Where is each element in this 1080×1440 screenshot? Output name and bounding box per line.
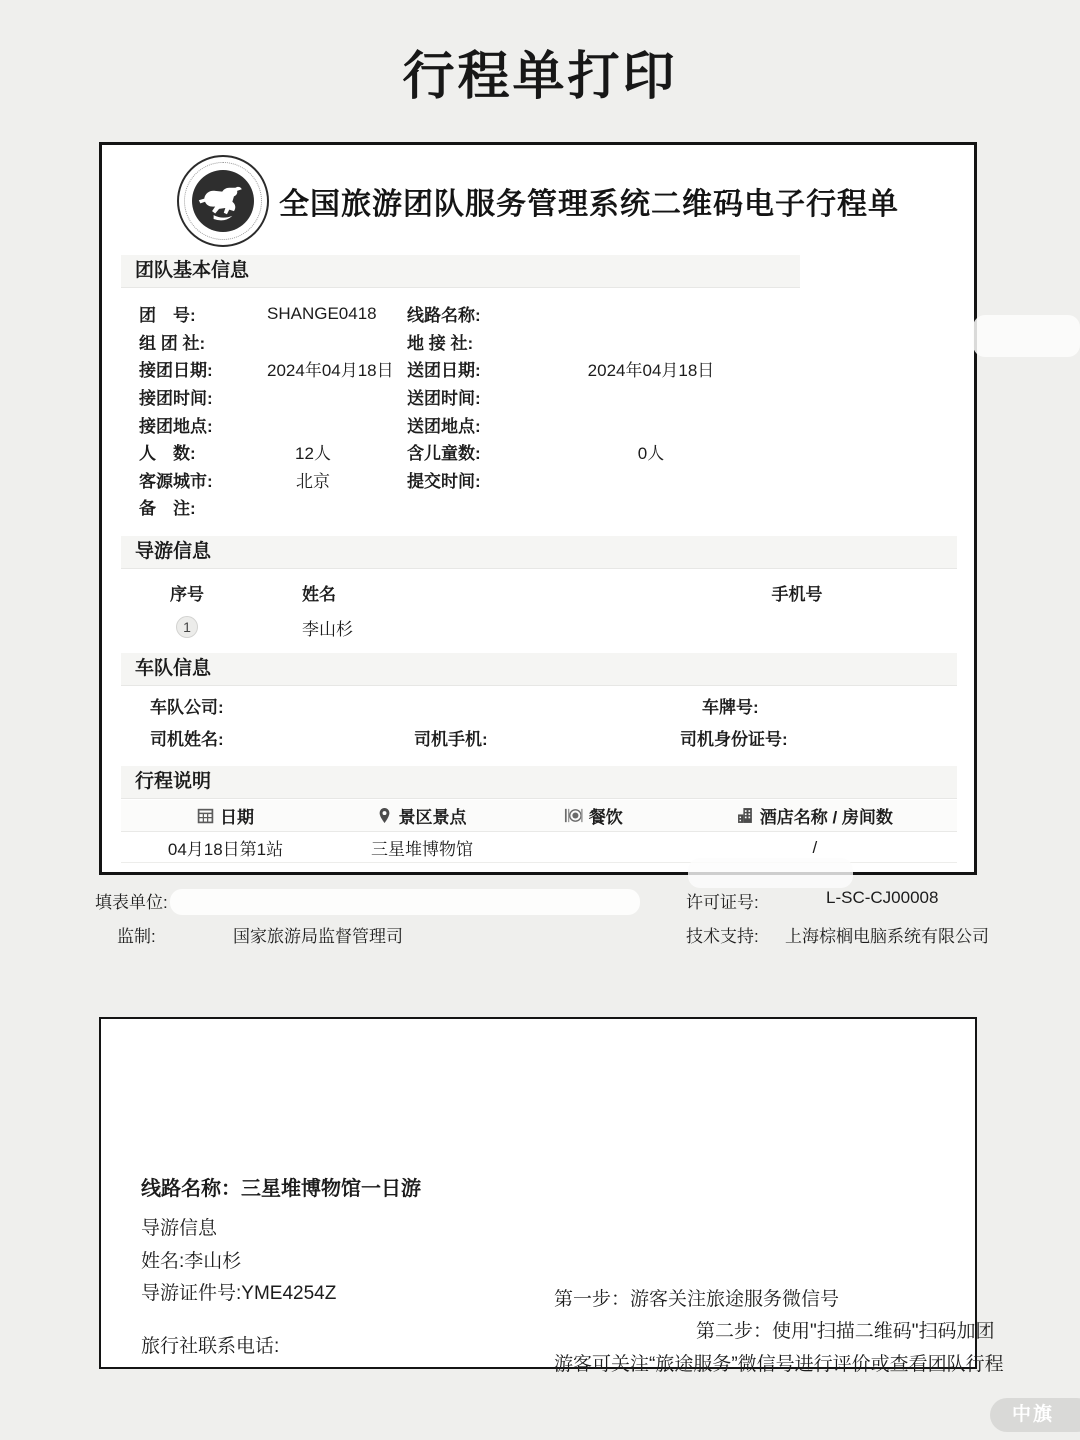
flying-horse-icon: [198, 176, 248, 226]
section-basic-info: 团队基本信息: [121, 255, 800, 288]
group-no-label: 团 号:: [139, 306, 196, 326]
local-agency-label: 地 接 社:: [407, 333, 474, 353]
form-header: [102, 153, 974, 249]
pickup-time-label: 接团时间:: [139, 389, 213, 409]
hotel-column-header: [673, 803, 957, 828]
hotel-column-label: 酒店名称 / 房间数: [759, 808, 893, 827]
driver-name-label: 司机姓名:: [150, 730, 224, 749]
ticket-agency-phone-label: 旅行社联系电话:: [141, 1336, 280, 1357]
field-row: [102, 355, 974, 383]
redaction-smudge: [688, 858, 853, 888]
field-row: [102, 493, 974, 521]
ticket-guide-name: 姓名:李山杉: [141, 1251, 242, 1272]
license-label: 许可证号:: [686, 893, 759, 912]
submit-time-label: 提交时间:: [407, 471, 481, 491]
hotel-icon: [737, 807, 754, 824]
ticket-step2: 第二步：使用"扫描二维码"扫码加团: [696, 1321, 995, 1342]
supervise-label: 监制:: [117, 927, 156, 946]
guide-table-header: [102, 575, 974, 609]
section-itinerary: 行程说明: [121, 766, 957, 799]
page-title: 行程单打印: [402, 48, 678, 106]
field-row: [102, 328, 974, 356]
sendoff-time-label: 送团时间:: [407, 389, 481, 409]
guide-name-header: 姓名: [302, 584, 336, 604]
headcount-label: 人 数:: [139, 444, 196, 464]
dining-column-header: [514, 803, 673, 828]
ticket-card: [99, 1017, 1004, 1375]
ticket-note: 游客可关注“旅途服务”微信号进行评价或查看团队行程: [554, 1354, 1004, 1375]
guide-name-cell: 李山杉: [302, 619, 353, 639]
field-row: [102, 383, 974, 411]
pickup-date-value: 2024年04月18日: [267, 361, 394, 381]
sendoff-place-label: 送团地点:: [407, 416, 481, 436]
index-badge: 1: [176, 616, 198, 638]
source-city-value: 北京: [296, 471, 330, 491]
source-city-label: 客源城市:: [139, 471, 213, 491]
field-row: [102, 410, 974, 438]
date-cell: 04月18日第1站: [167, 840, 284, 859]
spot-cell: 三星堆博物馆: [370, 840, 473, 859]
dining-column-label: 餐饮: [588, 808, 623, 827]
children-count-label: 含儿童数:: [407, 444, 481, 464]
supervise-value: 国家旅游局监督管理司: [233, 927, 403, 946]
route-name-label: 线路名称:: [407, 306, 481, 326]
calendar-icon: [197, 807, 214, 824]
plate-number-label: 车牌号:: [702, 698, 759, 717]
driver-phone-label: 司机手机:: [414, 730, 488, 749]
field-row: [102, 466, 974, 494]
pickup-date-label: 接团日期:: [139, 361, 213, 381]
logo-ring: [184, 162, 262, 240]
organizer-label: 组 团 社:: [139, 333, 206, 353]
location-pin-icon: [377, 807, 392, 824]
basic-info-fields: [102, 300, 974, 521]
spot-column-label: 景区景点: [398, 808, 467, 827]
tech-support-value: 上海棕榈电脑系统有限公司: [785, 927, 989, 946]
group-no-value: SHANGE0418: [267, 303, 377, 323]
guide-index-header: 序号: [170, 584, 204, 604]
redaction-smudge: [170, 889, 640, 915]
section-fleet-info: 车队信息: [121, 653, 957, 686]
logo-disc: [192, 170, 254, 232]
itinerary-form-card: [99, 142, 977, 875]
field-row: [102, 438, 974, 466]
field-row: [102, 300, 974, 328]
hotel-cell: /: [812, 837, 818, 857]
sendoff-date-label: 送团日期:: [407, 361, 481, 381]
ticket-route-line: 线路名称：三星堆博物馆一日游: [141, 1178, 421, 1200]
zhongqi-watermark-badge: 中旗: [990, 1398, 1080, 1432]
dining-icon: [564, 807, 583, 824]
children-count-value: 0人: [637, 444, 665, 464]
headcount-value: 12人: [295, 444, 331, 464]
license-value: L-SC-CJ00008: [826, 888, 939, 907]
section-guide-info: 导游信息: [121, 536, 957, 569]
date-column-label: 日期: [220, 808, 254, 827]
remark-label: 备 注:: [139, 499, 196, 519]
fleet-company-label: 车队公司:: [150, 698, 224, 717]
driver-id-label: 司机身份证号:: [680, 730, 788, 749]
ticket-guide-section: 导游信息: [141, 1218, 218, 1239]
ticket-guide-cert: 导游证件号:YME4254Z: [141, 1283, 337, 1304]
guide-phone-header: 手机号: [771, 584, 823, 604]
redaction-smudge: [973, 315, 1080, 357]
fill-unit-label: 填表单位:: [95, 893, 168, 912]
pickup-place-label: 接团地点:: [139, 416, 213, 436]
date-column-header: [121, 803, 330, 828]
ticket-step1: 第一步：游客关注旅途服务微信号: [554, 1289, 840, 1310]
spot-column-header: [330, 803, 514, 828]
form-title: 全国旅游团队服务管理系统二维码电子行程单: [279, 188, 899, 221]
tech-support-label: 技术支持:: [686, 927, 759, 946]
guide-table-row: [102, 611, 974, 643]
guide-index-cell: [147, 616, 227, 638]
itinerary-table-header: [121, 800, 957, 832]
china-tourism-horse-logo-icon: [177, 155, 269, 247]
sendoff-date-value: 2024年04月18日: [587, 361, 715, 381]
